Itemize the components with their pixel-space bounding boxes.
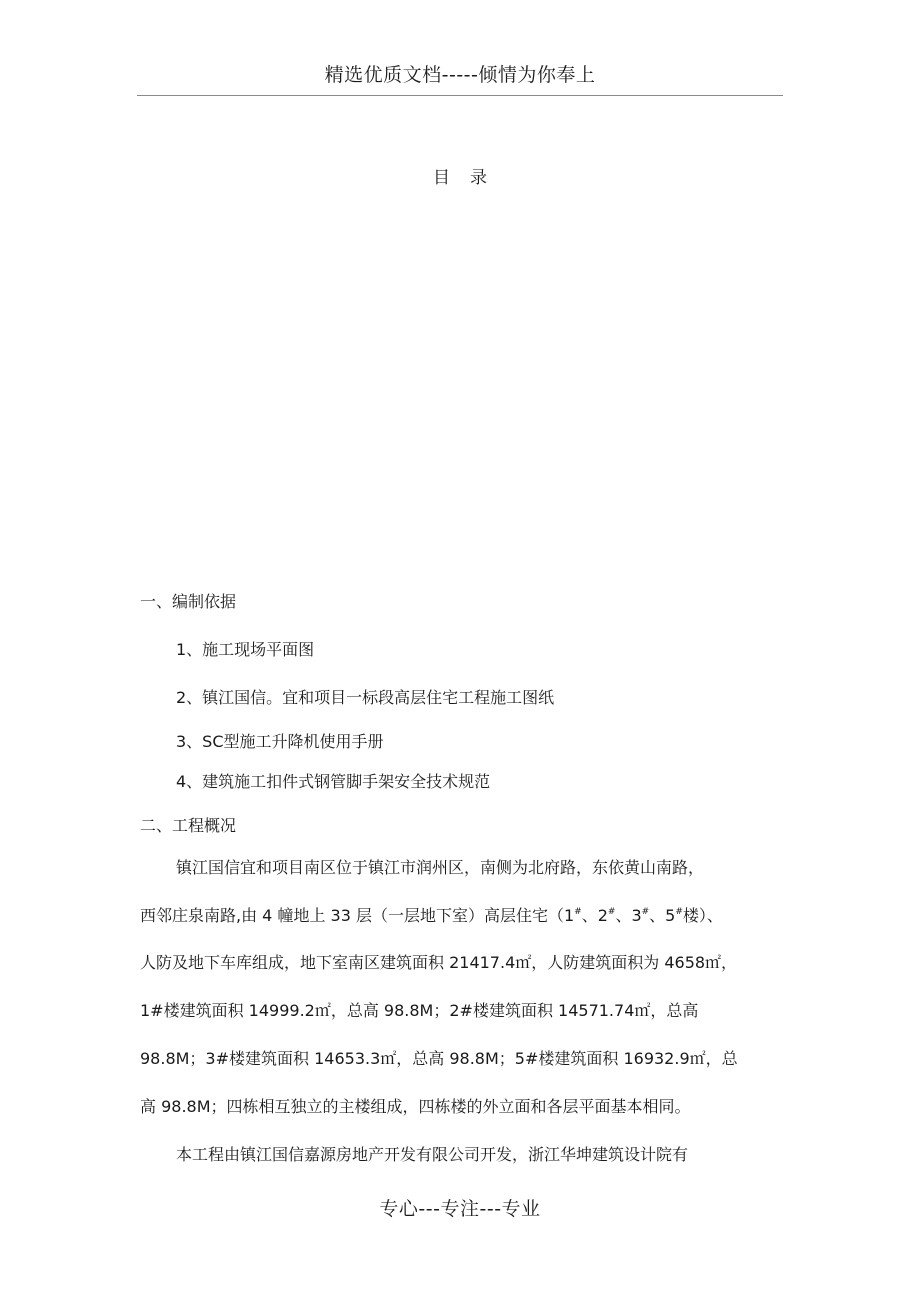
paragraph-line: 高 98.8M；四栋相互独立的主楼组成，四栋楼的外立面和各层平面基本相同。 — [140, 1097, 691, 1116]
section-heading-overview: 二、工程概况 — [140, 816, 237, 835]
list-item: 3、SC型施工升降机使用手册 — [176, 732, 384, 751]
toc-title-right: 录 — [470, 168, 487, 188]
toc-title-left: 目 — [433, 168, 450, 188]
toc-title — [0, 166, 920, 190]
header-rule — [137, 95, 783, 96]
list-item: 4、建筑施工扣件式钢管脚手架安全技术规范 — [176, 772, 491, 791]
superscript-mark: # — [641, 906, 650, 917]
page-header: 精选优质文档-----倾情为你奉上 — [324, 64, 596, 86]
superscript-mark: # — [675, 906, 683, 917]
paragraph-line: 镇江国信宜和项目南区位于镇江市润州区，南侧为北府路，东依黄山南路， — [176, 858, 705, 877]
paragraph-fragment: 西邻庄泉南路,由 4 幢地上 33 层（一层地下室）高层住宅（1 — [140, 906, 575, 925]
superscript-mark: # — [607, 906, 616, 917]
paragraph-fragment: 、2 — [581, 906, 608, 925]
paragraph-fragment: 楼）、 — [682, 906, 723, 925]
paragraph-line: 1#楼建筑面积 14999.2㎡，总高 98.8M；2#楼建筑面积 14571.74㎡，总高 — [140, 1001, 699, 1020]
page-footer: 专心---专注---专业 — [379, 1198, 541, 1220]
paragraph-line — [140, 905, 723, 927]
paragraph-fragment: 、5 — [649, 906, 676, 925]
paragraph-fragment: 、3 — [615, 906, 642, 925]
section-heading-basis: 一、编制依据 — [140, 592, 237, 611]
paragraph-line: 本工程由镇江国信嘉源房地产开发有限公司开发，浙江华坤建筑设计院有 — [176, 1145, 689, 1164]
paragraph-line: 人防及地下车库组成，地下室南区建筑面积 21417.4㎡，人防建筑面积为 4658㎡， — [140, 953, 738, 972]
list-item: 1、施工现场平面图 — [176, 640, 315, 659]
superscript-mark: # — [574, 906, 582, 917]
paragraph-line: 98.8M；3#楼建筑面积 14653.3㎡，总高 98.8M；5#楼建筑面积 16932.9㎡，总 — [140, 1049, 738, 1068]
list-item: 2、镇江国信。宜和项目一标段高层住宅工程施工图纸 — [176, 688, 555, 707]
